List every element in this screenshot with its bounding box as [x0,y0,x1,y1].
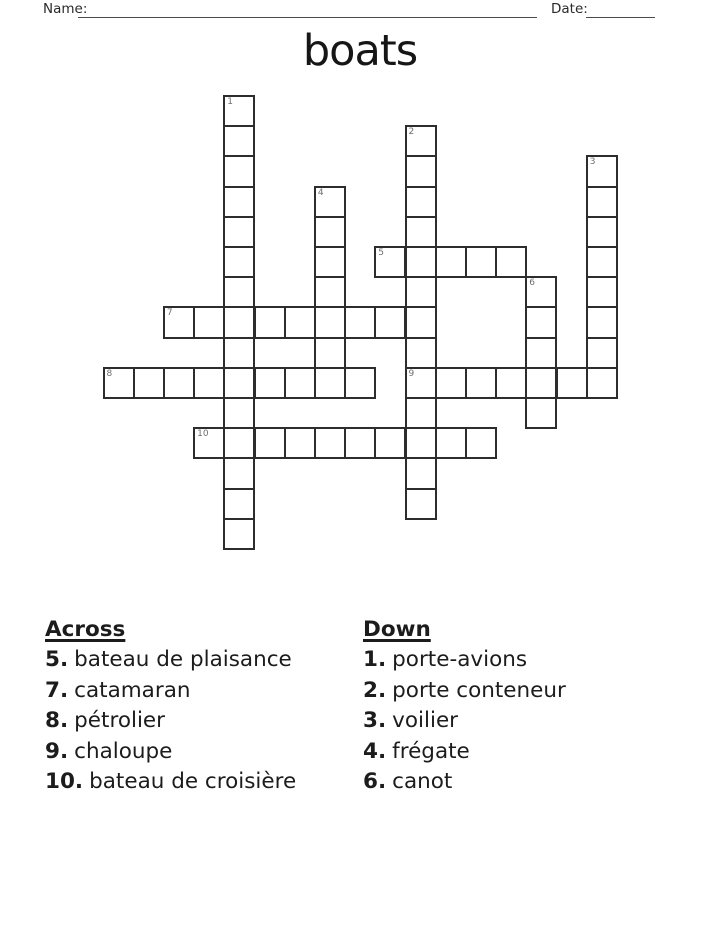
grid-cell [223,125,255,157]
grid-cell [223,186,255,218]
grid-cell [405,367,437,399]
clue-number: 9. [45,738,69,764]
grid-cell [223,95,255,127]
clue-number: 2. [363,677,387,703]
down-clue-2 [363,676,566,706]
grid-cell [193,306,225,338]
grid-cell [284,427,316,459]
grid-cell [586,276,618,308]
clues-across-section [45,615,296,797]
grid-cell [525,276,557,308]
page-title: boats [302,26,418,76]
clue-number: 6. [363,769,387,795]
clue-number: 7. [45,677,69,703]
across-clue-10 [45,767,296,797]
across-header: Across [45,617,126,642]
grid-cell [525,367,557,399]
grid-cell [405,457,437,489]
grid-cell [586,246,618,278]
grid-cell [314,427,346,459]
clues-down-section [363,615,566,797]
grid-cell [223,488,255,520]
grid-cell [223,518,255,550]
grid-cell [223,276,255,308]
grid-cell [405,397,437,429]
grid-cell [586,216,618,248]
clue-number: 5. [45,647,69,673]
grid-cell [435,246,467,278]
grid-cell [284,306,316,338]
grid-cell [314,337,346,369]
grid-cell [193,427,225,459]
grid-number-4: 4 [317,187,324,198]
grid-cell [133,367,165,399]
clue-number: 3. [363,708,387,734]
clue-text: pétrolier [74,708,165,734]
grid-cell [374,306,406,338]
grid-cell [405,246,437,278]
grid-cell [405,276,437,308]
name-label: Name: [43,1,88,17]
grid-cell [556,367,588,399]
grid-number-7: 7 [166,308,173,319]
across-clue-7 [45,676,296,706]
grid-cell [405,427,437,459]
grid-cell [435,367,467,399]
grid-cell [435,427,467,459]
grid-cell [374,246,406,278]
grid-cell [314,216,346,248]
grid-number-6: 6 [529,278,536,289]
grid-cell [314,306,346,338]
grid-cell [374,427,406,459]
grid-cell [405,186,437,218]
grid-cell [525,397,557,429]
grid-cell [465,367,497,399]
grid-cell [495,246,527,278]
grid-number-5: 5 [378,248,385,258]
clue-text: frégate [392,738,470,764]
grid-cell [314,186,346,218]
grid-cell [405,488,437,520]
clue-text: voilier [392,708,459,734]
grid-cell [465,246,497,278]
grid-cell [254,367,286,399]
grid-cell [223,337,255,369]
grid-cell [103,367,135,399]
grid-cell [586,337,618,369]
grid-cell [314,276,346,308]
clue-text: bateau de plaisance [74,647,292,673]
grid-number-9: 9 [408,368,415,379]
clue-number: 1. [363,647,387,673]
clue-text: bateau de croisière [89,769,297,795]
clue-number: 4. [363,738,387,764]
grid-cell [314,367,346,399]
grid-cell [254,306,286,338]
grid-cell [284,367,316,399]
across-clue-list [45,645,296,797]
grid-cell [223,306,255,338]
clue-text: porte-avions [392,647,528,673]
grid-number-10: 10 [197,429,209,440]
down-clue-list [363,645,566,797]
grid-cell [586,155,618,187]
down-clue-4 [363,737,566,767]
grid-cell [223,216,255,248]
grid-cell [344,306,376,338]
down-header: Down [363,617,431,642]
date-label: Date: [551,1,588,17]
down-clue-6 [363,767,566,797]
grid-cell [314,246,346,278]
grid-number-8: 8 [106,368,113,379]
grid-cell [405,216,437,248]
grid-cell [405,155,437,187]
grid-cell [254,427,286,459]
grid-cell [163,306,195,338]
across-clue-9 [45,737,296,767]
grid-cell [465,427,497,459]
grid-cell [223,155,255,187]
across-clue-8 [45,706,296,736]
grid-cell [586,367,618,399]
clue-text: chaloupe [74,738,173,764]
clue-text: canot [392,769,453,795]
clue-text: catamaran [74,677,191,703]
grid-cell [163,367,195,399]
across-clue-5 [45,645,296,675]
grid-number-2: 2 [408,127,415,138]
grid-cell [344,367,376,399]
grid-cell [193,367,225,399]
clue-text: porte conteneur [392,677,566,703]
grid-cell [586,186,618,218]
down-clue-3 [363,706,566,736]
clue-number: 8. [45,708,69,734]
clue-number: 10. [45,769,84,795]
grid-cell [405,337,437,369]
down-clue-1 [363,645,566,675]
grid-number-1: 1 [227,97,234,107]
grid-cell [223,457,255,489]
grid-number-3: 3 [589,157,596,168]
grid-cell [405,306,437,338]
grid-cell [223,397,255,429]
grid-cell [586,306,618,338]
grid-cell [405,125,437,157]
grid-cell [223,246,255,278]
grid-cell [223,427,255,459]
grid-cell [525,337,557,369]
grid-cell [495,367,527,399]
grid-cell [344,427,376,459]
grid-cell [525,306,557,338]
grid-cell [223,367,255,399]
